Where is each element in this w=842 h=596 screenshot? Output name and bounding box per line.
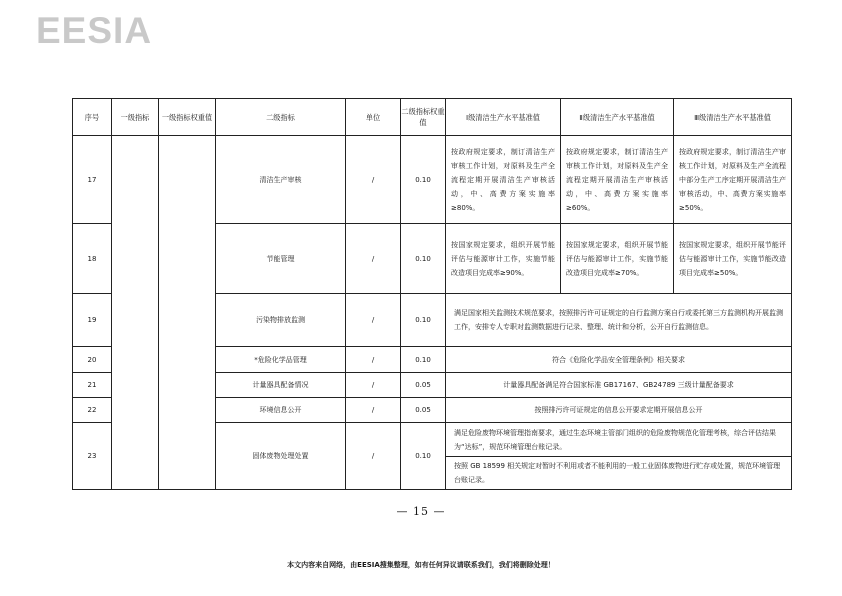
row-seq: 20: [73, 347, 112, 373]
row-std1: 按政府规定要求，制订清洁生产审核工作计划，对原料及生产全流程定期开展清洁生产审核活动，中、高费方案实施率≥80%。: [446, 136, 561, 224]
row-weight: 0.10: [401, 294, 446, 347]
row-std3: 按政府规定要求，制订清洁生产审核工作计划，对原料及生产全流程中部分生产工序定期开展清洁生产审核活动，中、高费方案实施率≥50%。: [674, 136, 792, 224]
header-seq: 序号: [73, 99, 112, 136]
header-level1: 一级指标: [112, 99, 159, 136]
row-indicator-name: *危险化学品管理: [216, 347, 346, 373]
row-merged-standard: 满足国家相关监测技术规范要求，按照排污许可证规定的自行监测方案自行或委托第三方监测机构开展监测工作，安排专人专职对监测数据进行记录、整理、统计和分析，公开自行监测信息。: [446, 294, 792, 347]
row-unit: /: [346, 136, 401, 224]
row-seq: 23: [73, 423, 112, 490]
header-std2: Ⅱ级清洁生产水平基准值: [561, 99, 674, 136]
row-weight: 0.05: [401, 373, 446, 398]
row-merged-standard: 计量器具配备满足符合国家标准 GB17167、GB24789 三级计量配备要求: [446, 373, 792, 398]
indicator-table: [72, 98, 792, 490]
level1-merged-cell: [112, 136, 159, 490]
row-std2: 按政府规定要求，制订清洁生产审核工作计划，对原料及生产全流程定期开展清洁生产审核活动，中、高费方案实施率≥60%。: [561, 136, 674, 224]
row-unit: /: [346, 398, 401, 423]
page-number: — 15 —: [396, 505, 446, 518]
header-level2: 二级指标: [216, 99, 346, 136]
row-std3: 按国家规定要求，组织开展节能评估与能源审计工作，实施节能改造项目完成率≥50%。: [674, 224, 792, 294]
row-seq: 17: [73, 136, 112, 224]
row-seq: 18: [73, 224, 112, 294]
row-unit: /: [346, 294, 401, 347]
row-weight: 0.10: [401, 423, 446, 490]
table-row: [73, 136, 792, 224]
row-unit: /: [346, 373, 401, 398]
row-indicator-name: 环境信息公开: [216, 398, 346, 423]
row-unit: /: [346, 423, 401, 490]
row-unit: /: [346, 224, 401, 294]
row-unit: /: [346, 347, 401, 373]
header-std3: Ⅲ级清洁生产水平基准值: [674, 99, 792, 136]
header-level2-weight: 二级指标权重值: [401, 99, 446, 136]
table-header-row: [73, 99, 792, 136]
row-weight: 0.05: [401, 398, 446, 423]
header-std1: Ⅰ级清洁生产水平基准值: [446, 99, 561, 136]
row-indicator-name: 固体废物处理处置: [216, 423, 346, 490]
header-level1-weight: 一级指标权重值: [159, 99, 216, 136]
row-seq: 21: [73, 373, 112, 398]
row-indicator-name: 计量器具配备情况: [216, 373, 346, 398]
row-std2: 按国家规定要求，组织开展节能评估与能源审计工作，实施节能改造项目完成率≥70%。: [561, 224, 674, 294]
row-merged-standard: 符合《危险化学品安全管理条例》相关要求: [446, 347, 792, 373]
eesia-logo: EESIA: [36, 10, 153, 51]
footer-note: 本文内容来自网络，由EESIA搜集整理，如有任何异议请联系我们，我们将删除处理！: [287, 561, 555, 569]
header-unit: 单位: [346, 99, 401, 136]
row-indicator-name: 污染物排放监测: [216, 294, 346, 347]
row-std1: 按国家规定要求，组织开展节能评估与能源审计工作，实施节能改造项目完成率≥90%。: [446, 224, 561, 294]
row-indicator-name: 清洁生产审核: [216, 136, 346, 224]
row-merged-standard-general-waste: 按照 GB 18599 相关规定对暂时不利用或者不能利用的一般工业固体废物进行贮存或处置，规范环境管理台账记录。: [446, 457, 792, 490]
row-merged-standard-hazardous: 满足危险废物环境管理指南要求，通过生态环境主管部门组织的危险废物规范化管理考核，综合评估结果为“达标”，规范环境管理台账记录。: [446, 423, 792, 457]
row-weight: 0.10: [401, 136, 446, 224]
row-seq: 22: [73, 398, 112, 423]
row-weight: 0.10: [401, 224, 446, 294]
row-seq: 19: [73, 294, 112, 347]
row-merged-standard: 按照排污许可证规定的信息公开要求定期开展信息公开: [446, 398, 792, 423]
level1-weight-merged-cell: [159, 136, 216, 490]
row-weight: 0.10: [401, 347, 446, 373]
row-indicator-name: 节能管理: [216, 224, 346, 294]
